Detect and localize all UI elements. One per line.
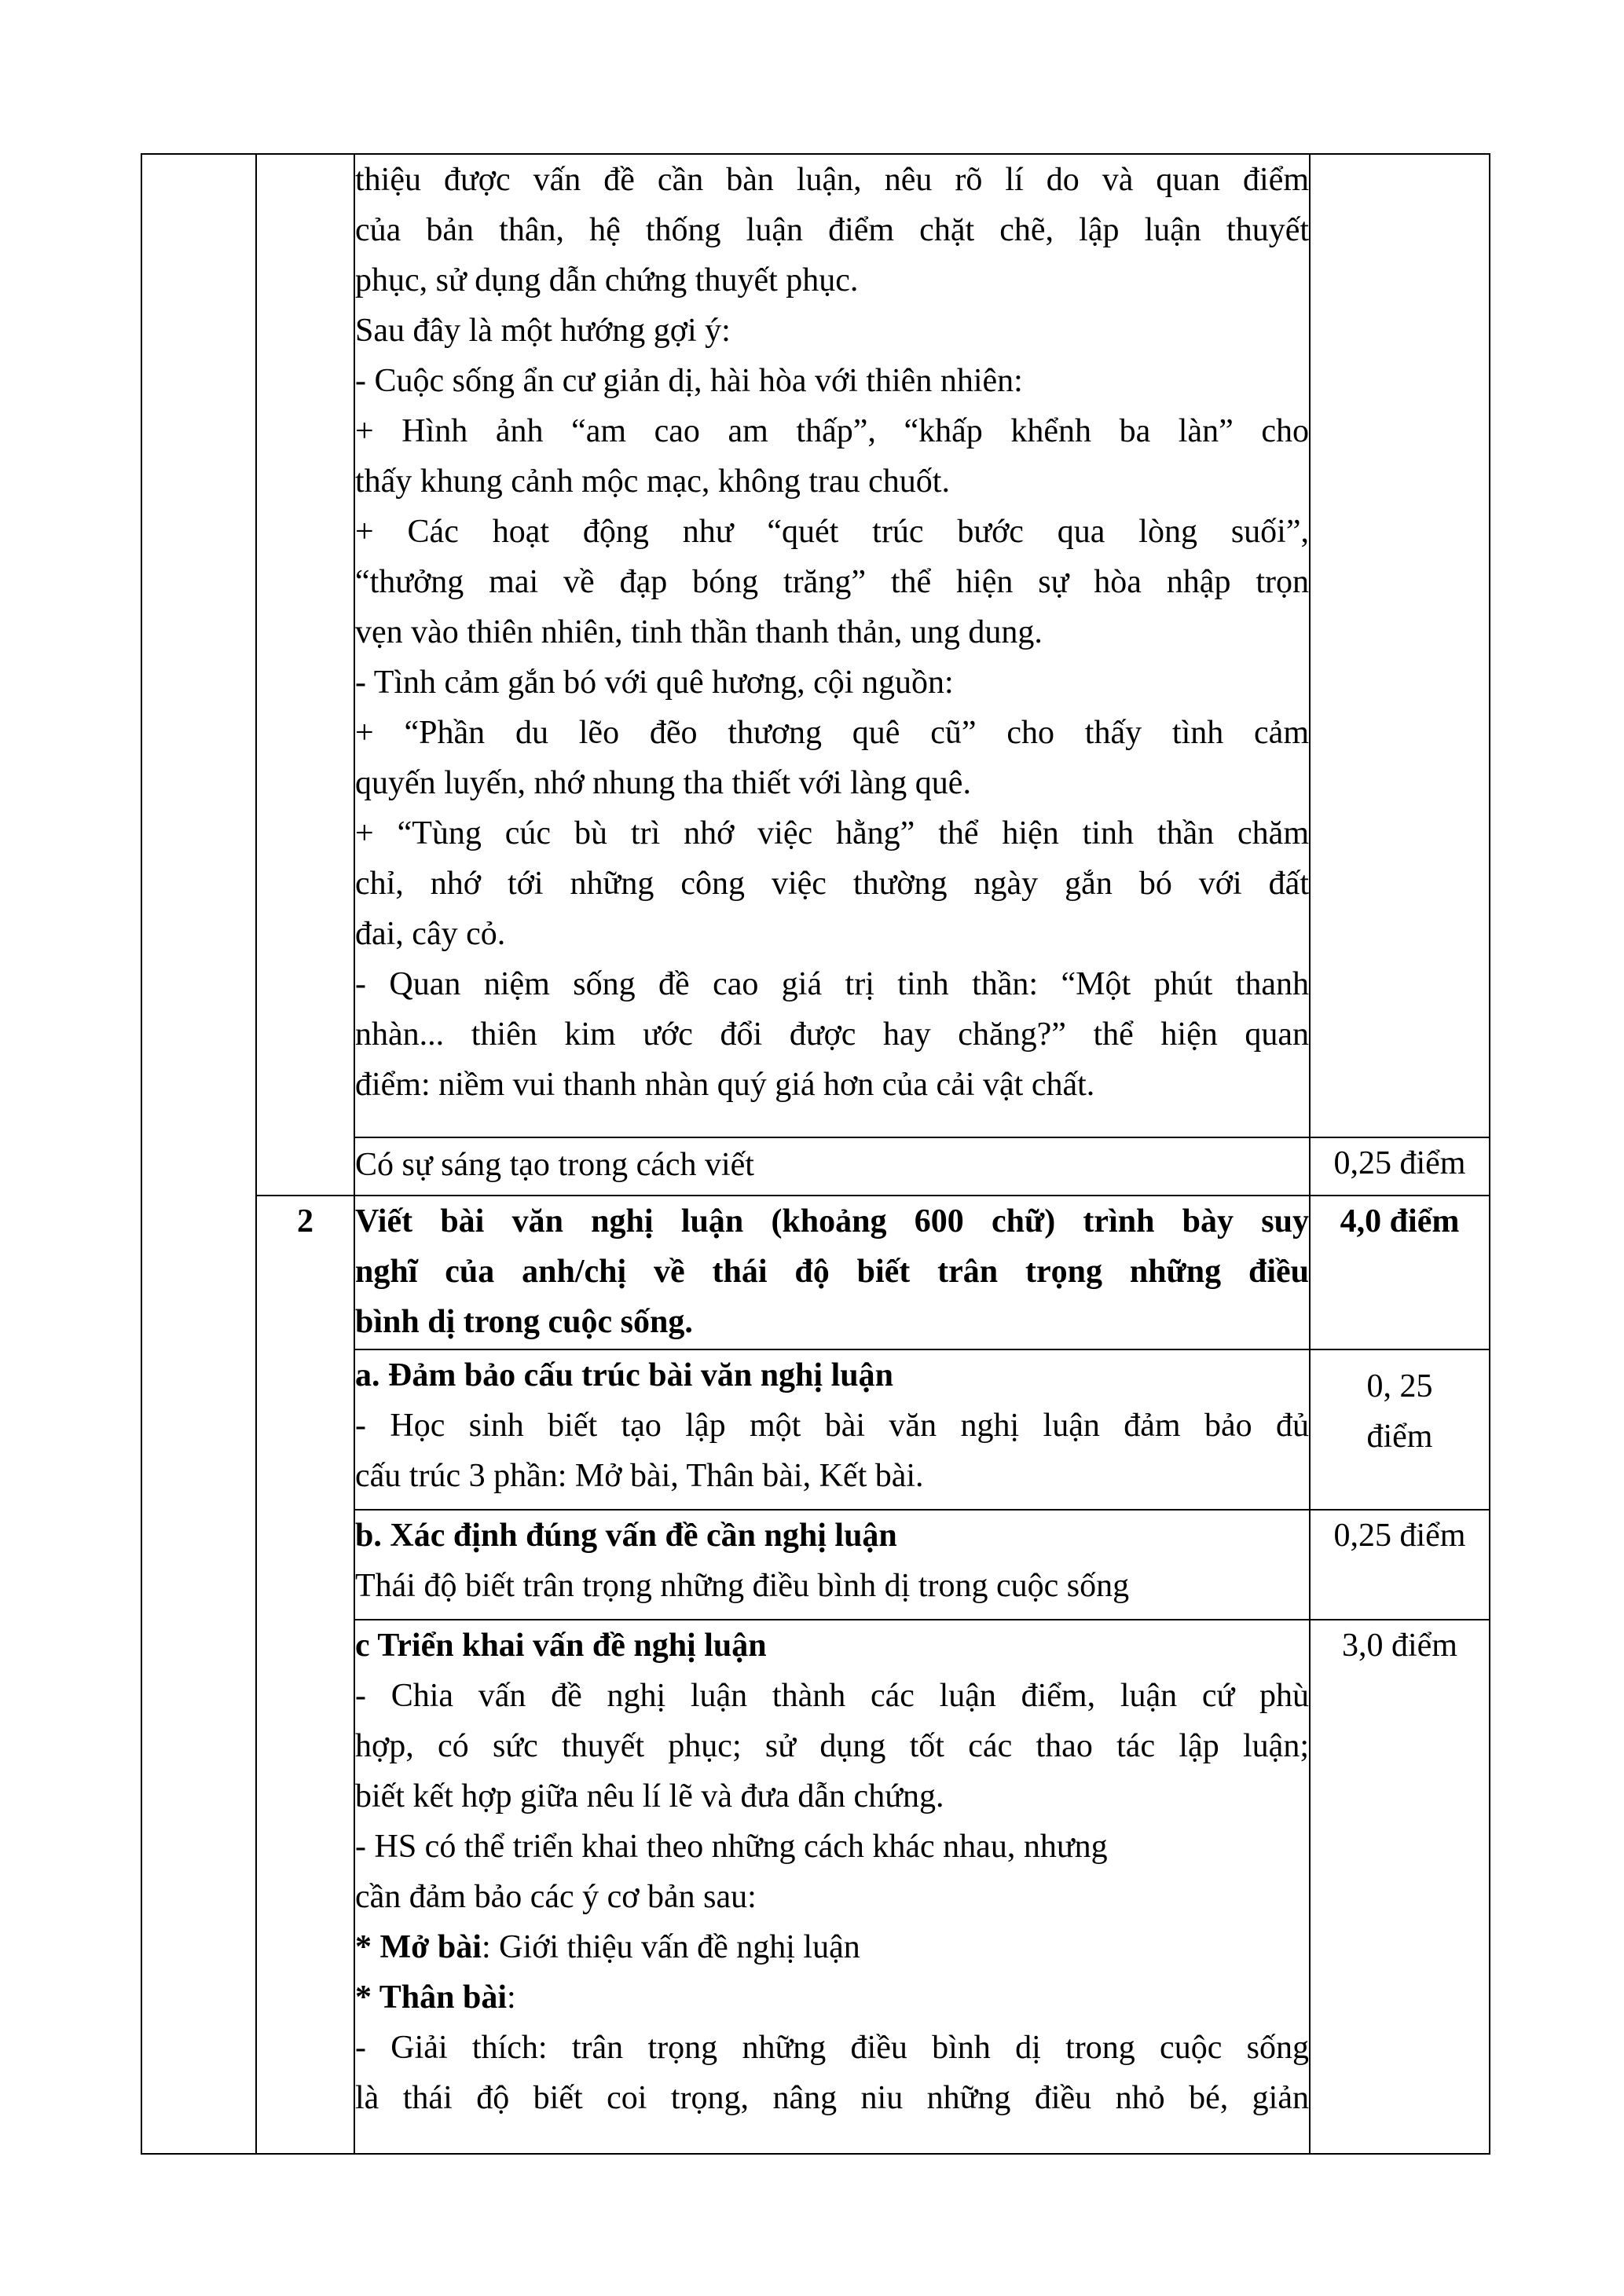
body-colon: : [507, 1979, 516, 2016]
point-3-line: điểm: niềm vui thanh nhàn quý giá hơn của cải vật chất. [355, 1067, 1095, 1103]
criterion-c-heading: c Triển khai vấn đề nghị luận [355, 1628, 767, 1664]
point-1b-line: + Các hoạt động như “quét trúc bước qua lòng suối”, [355, 514, 1309, 550]
point-3-line: nhàn... thiên kim ước đổi được hay chăng?” thể hiện quan [355, 1016, 1309, 1053]
table-row [141, 154, 1490, 1137]
criterion-a-line: cấu trúc 3 phần: Mở bài, Thân bài, Kết bài. [355, 1458, 924, 1494]
explanation-line: - Giải thích: trân trọng những điều bình dị trong cuộc sống [355, 2030, 1309, 2066]
criterion-c-line: biết kết hợp giữa nêu lí lẽ và đưa dẫn chứng. [355, 1778, 944, 1814]
question-number-cell [256, 154, 354, 1196]
score-cell-empty [1310, 154, 1490, 1137]
point-1a-line: thấy khung cảnh mộc mạc, không trau chuốt. [355, 463, 950, 500]
question-number: 2 [256, 1196, 354, 2154]
intro-line: thiệu được vấn đề cần bàn luận, nêu rõ lí do và quan điểm [355, 162, 1309, 198]
point-2b-line: đai, cây cỏ. [355, 916, 506, 952]
intro-line: phục, sử dụng dẫn chứng thuyết phục. [355, 262, 859, 298]
point-1: - Cuộc sống ẩn cư giản dị, hài hòa với thiên nhiên: [355, 363, 1023, 399]
opening-text: : Giới thiệu vấn đề nghị luận [481, 1929, 860, 1965]
suggestion-line: Sau đây là một hướng gợi ý: [355, 313, 731, 349]
scoring-table [141, 153, 1490, 2155]
criterion-b-score: 0,25 điểm [1310, 1510, 1490, 1620]
point-2b-line: + “Tùng cúc bù trì nhớ việc hằng” thể hiện tinh thần chăm [355, 815, 1309, 851]
criterion-b-heading: b. Xác định đúng vấn đề cần nghị luận [355, 1518, 897, 1554]
point-2a-line: quyến luyến, nhớ nhung tha thiết với làng quê. [355, 765, 971, 801]
point-1a-line: + Hình ảnh “am cao am thấp”, “khấp khểnh ba làn” cho [355, 413, 1309, 449]
creativity-text: Có sự sáng tạo trong cách viết [355, 1147, 754, 1183]
criterion-c-line: cần đảm bảo các ý cơ bản sau: [355, 1879, 757, 1915]
point-1b-line: “thưởng mai về đạp bóng trăng” thể hiện sự hòa nhập trọn [355, 564, 1309, 600]
question-title-cell [354, 1196, 1310, 1349]
question-total-score: 4,0 điểm [1310, 1196, 1490, 1349]
guidance-cell [354, 154, 1310, 1137]
point-2b-line: chỉ, nhớ tới những công việc thường ngày gắn bó với đất [355, 866, 1309, 902]
creativity-score: 0,25 điểm [1310, 1137, 1490, 1196]
opening-line [355, 1922, 1309, 1972]
criterion-c-line: hợp, có sức thuyết phục; sử dụng tốt các thao tác lập luận; [355, 1728, 1309, 1764]
intro-line: của bản thân, hệ thống luận điểm chặt chẽ, lập luận thuyết [355, 212, 1309, 248]
criterion-a-score-value: 0, 25 [1366, 1368, 1433, 1404]
body-line [355, 1972, 1309, 2023]
criterion-b-cell [354, 1510, 1310, 1620]
criterion-a-heading: a. Đảm bảo cấu trúc bài văn nghị luận [355, 1357, 893, 1393]
criterion-c-line: - Chia vấn đề nghị luận thành các luận điểm, luận cứ phù [355, 1678, 1309, 1714]
part-column-cell [141, 154, 256, 2154]
criterion-a-score-unit: điểm [1366, 1419, 1433, 1455]
question-title-line: bình dị trong cuộc sống. [355, 1304, 693, 1340]
point-1b-line: vẹn vào thiên nhiên, tinh thần thanh thản, ung dung. [355, 614, 1043, 650]
question-title-line: Viết bài văn nghị luận (khoảng 600 chữ) trình bày suy [355, 1203, 1309, 1240]
criterion-a-line: - Học sinh biết tạo lập một bài văn nghị luận đảm bảo đủ [355, 1408, 1309, 1444]
opening-label: * Mở bài [355, 1929, 482, 1965]
explanation-line: là thái độ biết coi trọng, nâng niu những điều nhỏ bé, giản [355, 2080, 1309, 2116]
table-row [141, 1196, 1490, 1349]
point-3-line: - Quan niệm sống đề cao giá trị tinh thần: “Một phút thanh [355, 966, 1309, 1002]
point-2a-line: + “Phần du lẽo đẽo thương quê cũ” cho thấy tình cảm [355, 715, 1309, 751]
criterion-c-line: - HS có thể triển khai theo những cách khác nhau, nhưng [355, 1829, 1108, 1865]
question-title-line: nghĩ của anh/chị về thái độ biết trân trọng những điều [355, 1254, 1309, 1290]
criterion-a-cell [354, 1349, 1310, 1510]
criterion-c-cell [354, 1620, 1310, 2154]
creativity-cell [354, 1137, 1310, 1196]
criterion-c-score: 3,0 điểm [1310, 1620, 1490, 2154]
criterion-b-text: Thái độ biết trân trọng những điều bình dị trong cuộc sống [355, 1568, 1130, 1604]
point-2: - Tình cảm gắn bó với quê hương, cội nguồn: [355, 665, 954, 701]
body-label: * Thân bài [355, 1979, 507, 2016]
criterion-a-score [1310, 1349, 1490, 1510]
